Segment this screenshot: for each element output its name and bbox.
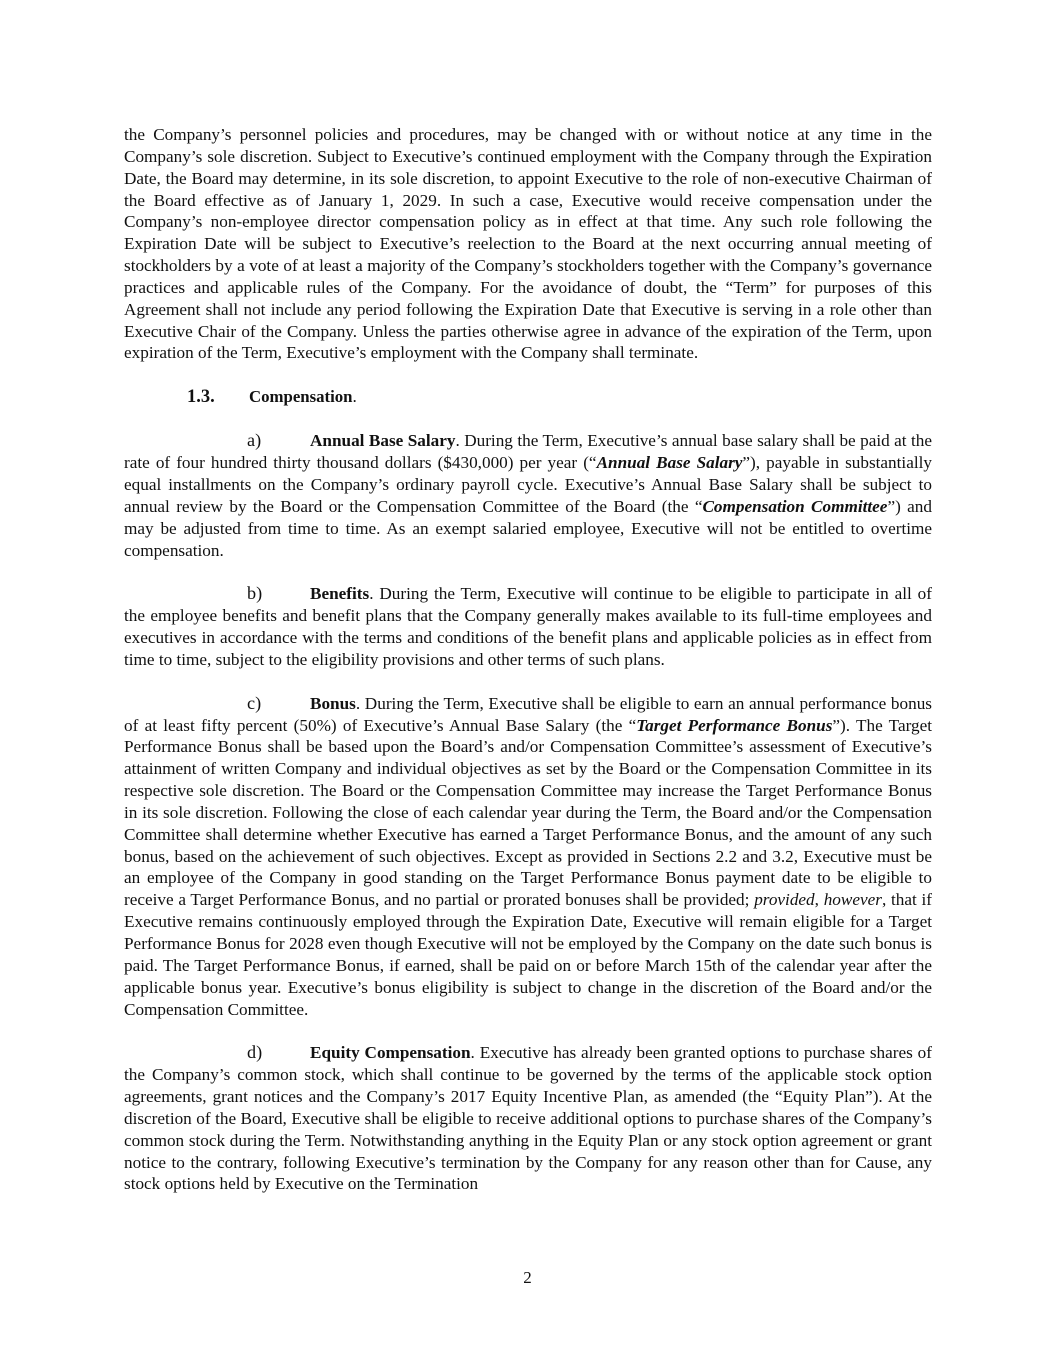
equity-text: . Executive has already been granted options to purchase shares of the Company’s common stock, which shall continue to be governed by the terms of the applicable stock option agreements, grant notices and the Company’s 2017 Equity Incentive Plan, as amended (the “Equity Plan”). At the discretion of the Board, Executive shall be eligible to receive additional options to purchase shares of the Company’s common stock during the Term. Notwithstanding anything in the Equity Plan or any stock option agreement or grant notice to the contrary, following Executive’s termination by the Company for any reason other than for Cause, any stock options held by Executive on the Termination xyxy=(124,1043,932,1194)
section-heading xyxy=(124,386,932,408)
benefits-paragraph xyxy=(124,583,932,670)
equity-heading: Equity Compensation xyxy=(310,1043,471,1063)
page-number: 2 xyxy=(523,1268,532,1287)
salary-defined-term-1: Annual Base Salary xyxy=(596,453,743,473)
bonus-text-1: . During the Term, Executive shall be eligible to earn an annual performance bonus of at least fifty percent (50%) of Executive’s Annual Base Salary (the “ xyxy=(124,693,932,735)
intro-paragraph: the Company’s personnel policies and procedures, may be changed with or without notice at any time in the Company’s sole discretion. Subject to Executive’s continued employment with the Company through the Expiration Date, the Board may determine, in its sole discretion, to appoint Executive to the role of non-executive Chairman of the Board effective as of January 1, 2029. In such a case, Executive would receive compensation under the Company’s non-employee director compensation policy as in effect at that time. Any such role following the Expiration Date will be subject to Executive’s reelection to the Board at the next occurring annual meeting of stockholders by a vote of at least a majority of the Company’s stockholders together with the Company’s governance practices and applicable rules of the Company. For the avoidance of doubt, the “Term” for purposes of this Agreement shall not include any period following the Expiration Date that Executive is serving in a role other than Executive Chair of the Company. Unless the parties otherwise agree in advance of the expiration of the Term, upon expiration of the Term, Executive’s employment with the Company shall terminate. xyxy=(124,125,932,363)
bonus-marker: c) xyxy=(247,692,262,713)
bonus-paragraph xyxy=(124,693,932,1021)
salary-text-2: ”), payable in substantially equal installments on the Company’s ordinary payroll cycle. Executive’s Annual Base Salary shall be subject to annual review by the Board or the Compensation Committee of the Board (the “ xyxy=(124,453,932,516)
bonus-italic-provided: provided xyxy=(754,890,815,910)
bonus-separator: , xyxy=(814,890,824,910)
bonus-text-3: , that if Executive remains continuously employed through the Expiration Date, Executive will remain eligible for a Target Performance Bonus for 2028 even though Executive will not be employed by the Company on the date such bonus is paid. The Target Performance Bonus, if earned, shall be paid on or before March 15th of the calendar year after the applicable bonus year. Executive’s bonus eligibility is subject to change in the discretion of the Board and/or the Compensation Committee. xyxy=(124,890,933,1019)
benefits-heading: Benefits xyxy=(310,584,370,604)
salary-marker: a) xyxy=(247,430,262,451)
bonus-italic-however: however xyxy=(823,890,882,910)
salary-defined-term-2: Compensation Committee xyxy=(702,496,888,516)
salary-heading: Annual Base Salary xyxy=(310,431,456,451)
salary-text-1: . During the Term, Executive’s annual base salary shall be paid at the rate of four hundred thirty thousand dollars ($430,000) per year (“ xyxy=(124,431,932,473)
equity-marker: d) xyxy=(247,1042,263,1063)
benefits-marker: b) xyxy=(247,583,263,604)
document-page xyxy=(124,124,932,1195)
salary-text-3: ”) and may be adjusted from time to time. As an exempt salaried employee, Executive will not be entitled to overtime compensation. xyxy=(124,496,932,560)
equity-paragraph xyxy=(124,1042,932,1195)
bonus-defined-term: Target Performance Bonus xyxy=(636,715,833,735)
benefits-text: . During the Term, Executive will continue to be eligible to participate in all of the employee benefits and benefit plans that the Company generally makes available to its full-time employees and executives in accordance with the terms and conditions of the benefit plans and applicable policies as in effect from time to time, subject to the eligibility provisions and other terms of such plans. xyxy=(124,584,932,669)
section-number: 1.3. xyxy=(187,387,215,408)
bonus-text-2: ”). The Target Performance Bonus shall be based upon the Board’s and/or Compensation Committee’s assessment of Executive’s attainment of written Company and individual objectives as set by the Board or the Compensation Committee in its respective sole discretion. The Board or the Compensation Committee may increase the Target Performance Bonus in its sole discretion. Following the close of each calendar year during the Term, the Board and/or the Compensation Committee shall determine whether Executive has earned a Target Performance Bonus, and the amount of any such bonus, based on the achievement of such objectives. Except as provided in Sections 2.2 and 3.2, Executive must be an employee of the Company in good standing on the Target Performance Bonus payment date to be eligible to receive a Target Performance Bonus, and no partial or prorated bonuses shall be provided; xyxy=(124,715,933,910)
salary-paragraph xyxy=(124,430,932,561)
bonus-heading: Bonus xyxy=(310,693,356,713)
section-title-punct: . xyxy=(352,387,357,407)
section-title: Compensation xyxy=(249,387,353,407)
